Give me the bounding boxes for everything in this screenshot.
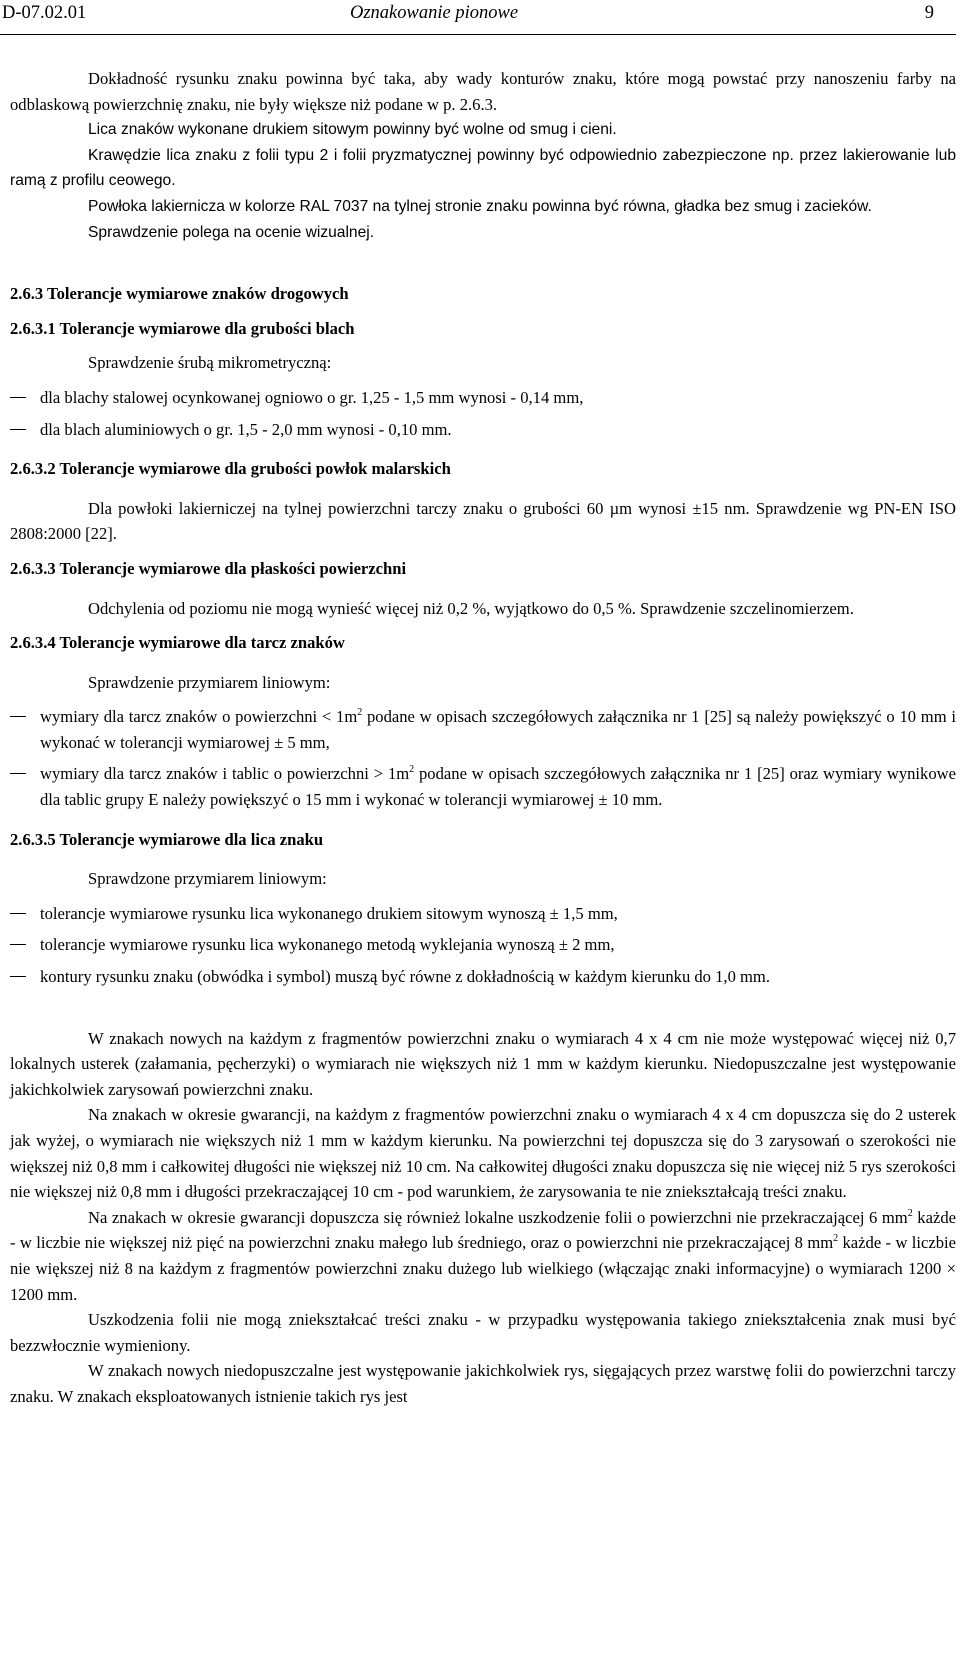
- thickness-tolerance-list: [10, 385, 956, 442]
- page-number: 9: [924, 3, 934, 23]
- intro-paragraph-2: Lica znaków wykonane drukiem sitowym powinny być wolne od smug i cieni.: [88, 121, 617, 139]
- dash-bullet: [10, 976, 26, 977]
- page-content: [10, 66, 956, 1410]
- section-lead-2-6-3-1: Sprawdzenie śrubą mikrometryczną:: [88, 353, 332, 373]
- dash-bullet: [10, 429, 26, 430]
- list-item: wymiary dla tarcz znaków i tablic o powierzchni > $1m^2$ podane w opisach szczegółowych załącznika nr 1 [25] oraz wymiary wynikowe dla tablic grupy E należy powiększyć o 15 mm i wykonać w tolerancji wymiarowej ± 10 mm.: [10, 761, 956, 812]
- closing-paragraph-4: Uszkodzenia folii nie mogą zniekształcać treści znaku - w przypadku występowania takiego zniekształcenia znak musi być bezzwłocznie wymieniony.: [10, 1310, 956, 1355]
- dash-bullet: [10, 716, 26, 717]
- intro-paragraph-3: Krawędzie lica znaku z folii typu 2 i folii pryzmatycznej powinny być odpowiednio zabezpieczone np. przez lakierowanie lub ramą z profilu ceowego.: [10, 146, 956, 190]
- section-heading-2-6-3-4: 2.6.3.4 Tolerancje wymiarowe dla tarcz znaków: [10, 633, 345, 653]
- section-lead-2-6-3-5: Sprawdzone przymiarem liniowym:: [88, 869, 327, 889]
- section-heading-2-6-3: 2.6.3 Tolerancje wymiarowe znaków drogowych: [10, 284, 349, 304]
- doc-title: Oznakowanie pionowe: [350, 3, 519, 23]
- section-lead-2-6-3-4: Sprawdzenie przymiarem liniowym:: [88, 672, 331, 692]
- header-rule: [0, 34, 956, 35]
- section-heading-2-6-3-3: 2.6.3.3 Tolerancje wymiarowe dla płaskości powierzchni: [10, 558, 407, 578]
- closing-paragraph-3: Na znakach w okresie gwarancji dopuszcza się również lokalne uszkodzenie folii o powierzchni nie przekraczającej 6 $mm^2$ każde - w liczbie nie większej niż pięć na powierzchni znaku małego lub średniego, oraz o powierzchni nie przekraczającej 8 $mm^2$ każde - w liczbie nie większej niż 8 na każdym z fragmentów powierzchni znaku dużego lub wielkiego (włączając znaki informacyjne) o wymiarach 1200 × 1200 mm.: [10, 1207, 957, 1304]
- doc-code: D-07.02.01: [2, 3, 87, 23]
- closing-paragraph-5: W znakach nowych niedopuszczalne jest występowanie jakichkolwiek rys, sięgających przez warstwę folii do powierzchni tarczy znaku. W znakach eksploatowanych istnienie takich rys jest: [10, 1361, 956, 1406]
- intro-paragraph-5: Sprawdzenie polega na ocenie wizualnej.: [88, 223, 375, 241]
- dash-bullet: [10, 397, 26, 398]
- list-item: tolerancje wymiarowe rysunku lica wykonanego drukiem sitowym wynoszą ± 1,5 mm,: [10, 901, 956, 927]
- dash-bullet: [10, 913, 26, 914]
- section-heading-2-6-3-1: 2.6.3.1 Tolerancje wymiarowe dla grubości blach: [10, 318, 355, 338]
- intro-paragraph-1: Dokładność rysunku znaku powinna być taka, aby wady konturów znaku, które mogą powstać przy nanoszeniu farby na odblaskową powierzchnię znaku, nie były większe niż podane w p. 2.6.3.: [10, 69, 956, 114]
- list-item: dla blach aluminiowych o gr. 1,5 - 2,0 mm wynosi - 0,10 mm.: [10, 417, 956, 443]
- closing-paragraph-1: W znakach nowych na każdym z fragmentów powierzchni znaku o wymiarach 4 x 4 cm nie może występować więcej niż 0,7 lokalnych usterek (załamania, pęcherzyki) o wymiarach nie większych niż 1 mm w każdym kierunku. Niedopuszczalne jest występowanie jakichkolwiek zarysowań powierzchni znaku.: [10, 1028, 956, 1099]
- list-item: wymiary dla tarcz znaków o powierzchni < $1m^2$ podane w opisach szczegółowych załącznika nr 1 [25] są należy powiększyć o 10 mm i wykonać w tolerancji wymiarowej ± 5 mm,: [10, 704, 956, 755]
- list-item: kontury rysunku znaku (obwódka i symbol) muszą być równe z dokładnością w każdym kierunku do 1,0 mm.: [10, 964, 956, 990]
- closing-paragraph-2: Na znakach w okresie gwarancji, na każdym z fragmentów powierzchni znaku o wymiarach 4 x 4 cm dopuszcza się do 2 usterek jak wyżej, o wymiarach nie większych niż 1 mm w każdym kierunku. Na powierzchni tej dopuszcza się do 3 zarysowań o szerokości nie większej niż 0,8 mm i całkowitej długości nie większej niż 10 cm. Na całkowitej długości znaku dopuszcza się nie więcej niż 5 rys szerokości nie większej niż 0,8 mm i długości przekraczającej 10 cm - pod warunkiem, że zarysowania te nie zniekształcają treści znaku.: [10, 1105, 956, 1202]
- section-text-2-6-3-2: Dla powłoki lakierniczej na tylnej powierzchni tarczy znaku o grubości 60 µm wynosi ±15 nm. Sprawdzenie wg PN-EN ISO 2808:2000 [22].: [10, 498, 956, 544]
- dash-bullet: [10, 944, 26, 945]
- section-text-2-6-3-3: Odchylenia od poziomu nie mogą wynieść więcej niż 0,2 %, wyjątkowo do 0,5 %. Sprawdzenie szczelinomierzem.: [88, 598, 854, 618]
- dash-bullet: [10, 773, 26, 774]
- section-heading-2-6-3-5: 2.6.3.5 Tolerancje wymiarowe dla lica znaku: [10, 829, 324, 849]
- face-tolerance-list: [10, 901, 956, 990]
- intro-paragraph-4: Powłoka lakiernicza w kolorze RAL 7037 na tylnej stronie znaku powinna być równa, gładka bez smug i zacieków.: [88, 197, 872, 215]
- list-item: tolerancje wymiarowe rysunku lica wykonanego metodą wyklejania wynoszą ± 2 mm,: [10, 932, 956, 958]
- section-heading-2-6-3-2: 2.6.3.2 Tolerancje wymiarowe dla grubości powłok malarskich: [10, 459, 451, 479]
- list-item: dla blachy stalowej ocynkowanej ogniowo o gr. 1,25 - 1,5 mm wynosi - 0,14 mm,: [10, 385, 956, 411]
- sign-tolerance-list: [10, 704, 956, 812]
